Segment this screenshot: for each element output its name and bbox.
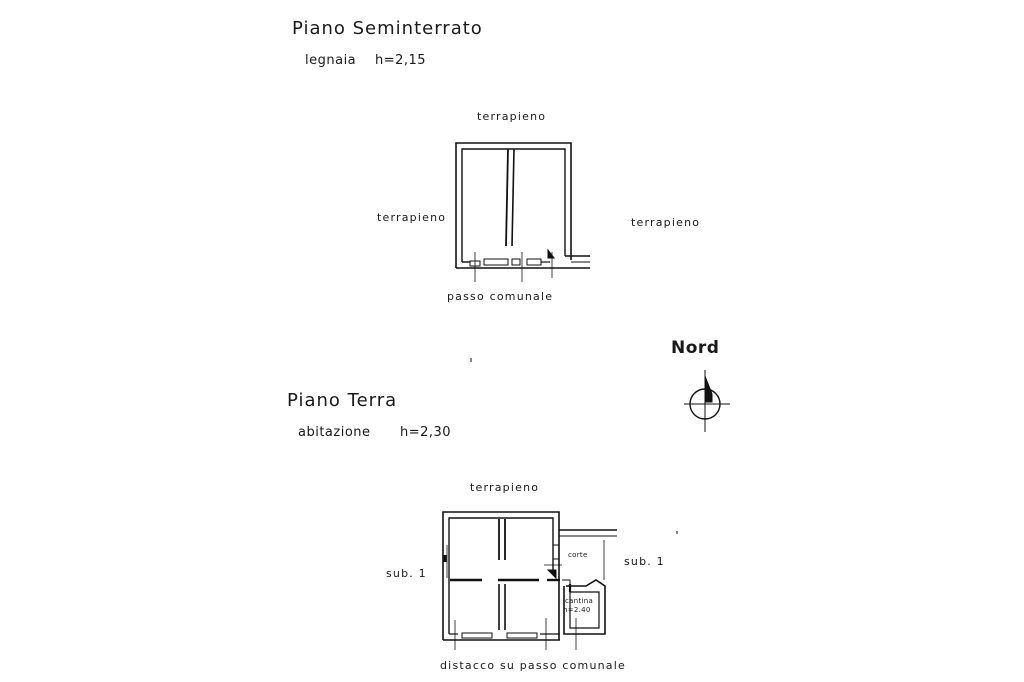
upper-floor-plan: [456, 143, 590, 282]
lower-label-cantina-height: h=2.40: [563, 606, 591, 614]
upper-label-top: terrapieno: [477, 110, 547, 123]
upper-label-bottom: passo comunale: [447, 290, 554, 303]
upper-height-label: h=2,15: [375, 53, 427, 68]
upper-floor-title: Piano Seminterrato: [292, 18, 483, 39]
lower-room-label: abitazione: [298, 425, 371, 440]
upper-label-left: terrapieno: [377, 211, 447, 224]
lower-label-right: sub. 1: [624, 555, 665, 568]
lower-label-left: sub. 1: [386, 567, 427, 580]
lower-floor-title: Piano Terra: [287, 390, 398, 411]
lower-label-corte: corte: [568, 551, 588, 559]
lower-floor-plan: [443, 512, 617, 650]
lower-label-bottom: distacco su passo comunale: [440, 659, 626, 672]
lower-height-label: h=2,30: [400, 425, 452, 440]
upper-room-label: legnaia: [305, 53, 357, 68]
lower-label-cantina: cantina: [565, 597, 594, 605]
north-label: Nord: [671, 338, 720, 358]
north-arrow-icon: [684, 370, 730, 432]
upper-label-right: terrapieno: [631, 216, 701, 229]
lower-label-top: terrapieno: [470, 481, 540, 494]
